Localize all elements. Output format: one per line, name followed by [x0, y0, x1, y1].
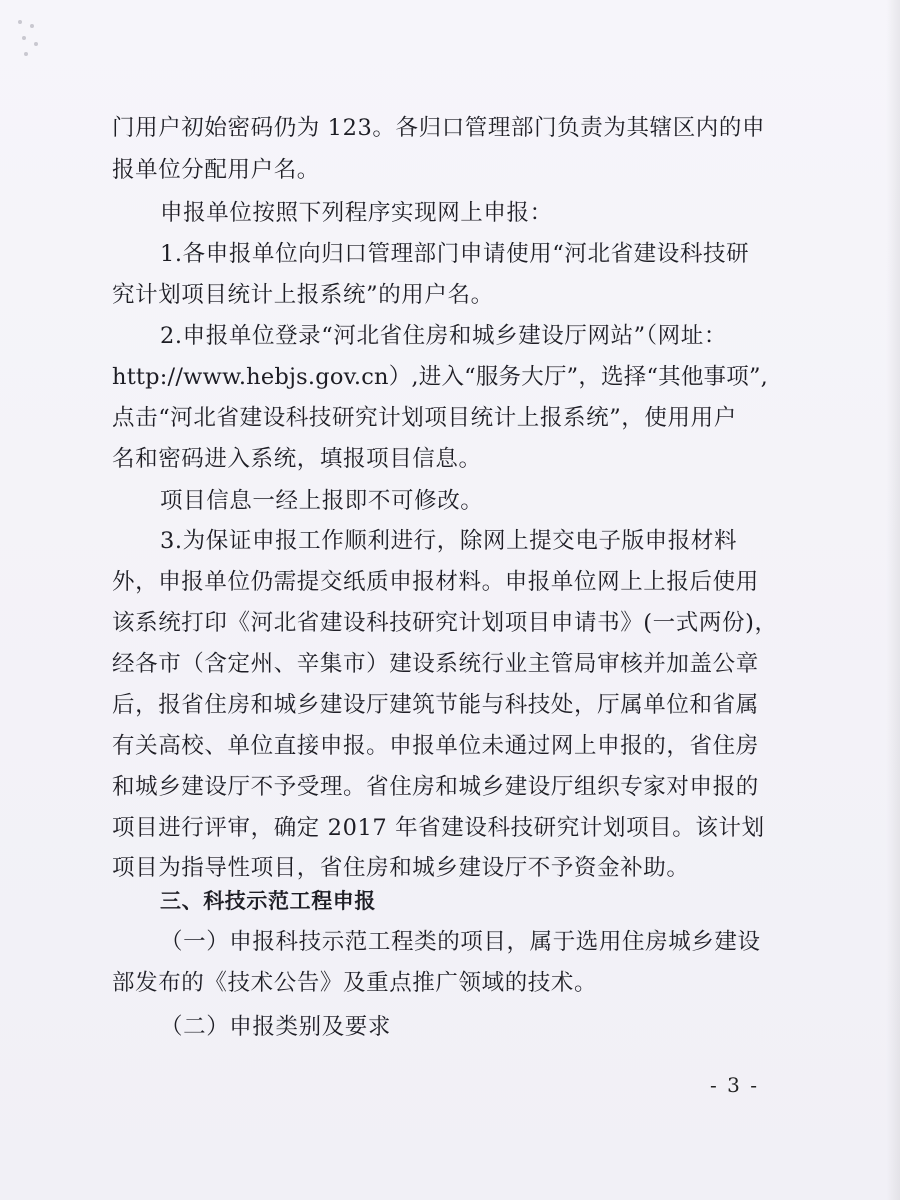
binding-hole: [30, 24, 34, 28]
binding-hole: [24, 52, 28, 56]
text-line: 经各市（含定州、辛集市）建设系统行业主管局审核并加盖公章: [112, 651, 759, 677]
text-line: 点击“河北省建设科技研究计划项目统计上报系统”，使用用户: [112, 405, 737, 431]
page-number: - 3 -: [710, 1073, 759, 1097]
text-line: 项目为指导性项目，省住房和城乡建设厅不予资金补助。: [112, 855, 690, 881]
text-line: 和城乡建设厅不予受理。省住房和城乡建设厅组织专家对申报的: [112, 774, 759, 800]
text-line: （一）申报科技示范工程类的项目，属于选用住房城乡建设: [160, 929, 761, 955]
binding-hole: [22, 36, 26, 40]
text-line: 1.各申报单位向归口管理部门申请使用“河北省建设科技研: [160, 241, 750, 267]
text-line: 名和密码进入系统，填报项目信息。: [112, 446, 482, 472]
page-edge-shadow: [886, 0, 900, 1200]
text-line: 门用户初始密码仍为 123。各归口管理部门负责为其辖区内的申: [112, 115, 766, 141]
text-line: 后，报省住房和城乡建设厅建筑节能与科技处，厅属单位和省属: [112, 692, 759, 718]
text-line: 项目进行评审，确定 2017 年省建设科技研究计划项目。该计划: [112, 815, 765, 841]
binding-hole: [18, 20, 22, 24]
text-line: 有关高校、单位直接申报。申报单位未通过网上申报的，省住房: [112, 733, 759, 759]
text-line: 该系统打印《河北省建设科技研究计划项目申请书》(一式两份)，: [112, 610, 778, 636]
text-line: http://www.hebjs.gov.cn）,进入“服务大厅”，选择“其他事项”,: [112, 364, 769, 390]
text-line: 申报单位按照下列程序实现网上申报：: [160, 200, 553, 226]
text-line: 项目信息一经上报即不可修改。: [160, 488, 484, 514]
binding-hole: [34, 42, 38, 46]
section-heading: 三、科技示范工程申报: [160, 889, 376, 913]
binding-holes: [18, 20, 48, 60]
text-line: 部发布的《技术公告》及重点推广领域的技术。: [112, 970, 598, 996]
text-line: 究计划项目统计上报系统”的用户名。: [112, 282, 494, 308]
text-line: （二）申报类别及要求: [160, 1014, 392, 1040]
text-line: 报单位分配用户名。: [112, 157, 320, 183]
text-line: 外，申报单位仍需提交纸质申报材料。申报单位网上上报后使用: [112, 569, 759, 595]
text-line: 3.为保证申报工作顺利进行，除网上提交电子版申报材料: [160, 528, 738, 554]
text-line: 2.申报单位登录“河北省住房和城乡建设厅网站”（网址：: [160, 323, 727, 349]
